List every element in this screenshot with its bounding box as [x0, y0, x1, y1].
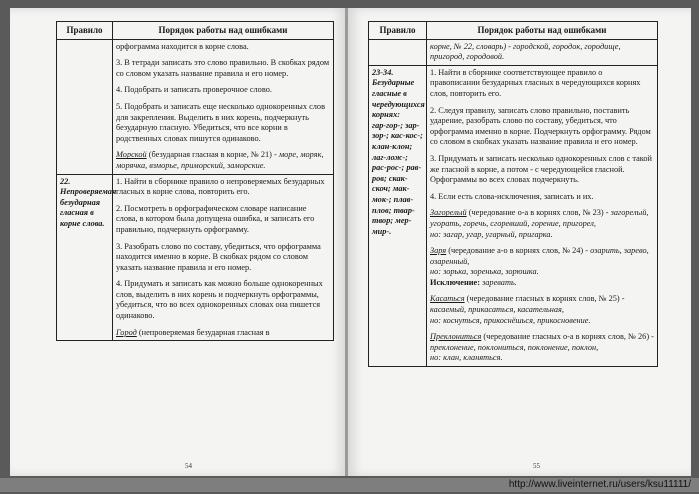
procedure-cell	[427, 39, 658, 65]
example-but: но: клан, кланяться.	[430, 353, 503, 363]
procedure-step: 2. Посмотреть в орфографическом словаре написание слова, в котором была допущена ошибка, и записать его правильно, подчеркнуть орфограмму.	[116, 203, 315, 234]
exception-label: Исключение:	[430, 277, 480, 287]
right-page	[348, 8, 691, 476]
header-rule: Правило	[369, 22, 427, 40]
rule-number: 22.	[60, 176, 71, 186]
example	[430, 208, 654, 240]
example-but: но: зорька, зоренька, зорюшка.	[430, 267, 539, 277]
table-row	[57, 174, 334, 341]
table-row	[369, 65, 658, 366]
example-words: загорелый, угорать, горечь, сгоревший, горение, пригорел,	[430, 208, 649, 228]
left-rules-table	[56, 21, 334, 341]
procedure-step: 3. В тетради записать это слово правильно. В скобках рядом со словом указать название правила и его номер.	[116, 58, 330, 78]
rule-cell-22	[57, 174, 117, 341]
procedure-step: 5. Подобрать и записать еще несколько однокоренных слов для закрепления. Выделить в них корень, подчеркнуть безударную гласную. Убедиться, что все корни в родственных словах пишутся одинаково.	[116, 101, 325, 143]
procedure-step: 4. Подобрать и записать проверочное слово.	[116, 85, 272, 95]
procedure-step: орфограмма находится в корне слова.	[116, 41, 249, 51]
example	[430, 246, 654, 288]
right-rules-table	[368, 21, 658, 367]
example-word: Заря	[430, 246, 447, 256]
rule-cell-23-34	[369, 65, 427, 366]
example-word: Преклониться	[430, 332, 482, 342]
example-word: Город	[116, 327, 137, 337]
example-word: Загорелый	[430, 208, 467, 218]
example-words: касаемый, прикасаться, касательная,	[430, 305, 564, 315]
watermark-url: http://www.liveinternet.ru/users/ksu11111/	[0, 478, 699, 492]
procedure-cell	[113, 39, 334, 174]
example-words: море, моряк, морячка, взморье, приморский, заморские.	[116, 150, 324, 170]
procedure-step: 3. Придумать и записать несколько однокоренных слов с такой же гласной в корне, а потом - с чередующейся гласной. Орфограммы во всех словах подчеркнуть.	[430, 153, 652, 185]
rule-roots: гар-гор-; зар-зор-; кас-кос-; клан-клон; лаг-лож-; рас-рос-; рав-ров; скак-скоч; мак-мок-; плав-плов; твар-твор; мер-мир-.	[372, 120, 423, 236]
table-row	[369, 39, 658, 65]
procedure-step: 1. Найти в сборнике правило о непроверяемых безударных гласных в корне слова, повторить его.	[116, 176, 325, 197]
page-number: 54	[185, 462, 192, 470]
table-row	[57, 39, 334, 174]
exception-word: заревать.	[482, 277, 517, 287]
rule-name: Непроверяемая безударная гласная в корне слова.	[60, 187, 117, 228]
example-note: (чередование гласных о-а в корнях слов, № 26) -	[481, 332, 654, 342]
example-words: озарить, зарево, озаренный,	[430, 246, 649, 266]
continued-line: корне, № 22, словарь) - городской, городок, городище, пригород, городовой.	[430, 41, 621, 62]
example-words: преклонение, поклониться, поклонение, поклон,	[430, 342, 599, 352]
procedure-cell	[427, 65, 658, 366]
example-word: Морской	[116, 150, 147, 160]
example	[430, 294, 654, 326]
example	[116, 328, 330, 339]
example	[116, 150, 330, 171]
example	[430, 332, 654, 364]
procedure-step: 2. Следуя правилу, записать слово правильно, поставить ударение, разобрать слово по составу, убедиться, что орфограмма именно в корне. Подчеркнуть орфограмму. Рядом со словом в скобках указать название правила и его номер.	[430, 105, 651, 147]
example-note: (чередование а-о в корнях слов, № 24) -	[446, 246, 589, 256]
rule-name: Безударные гласные в чередующихся корнях:	[372, 78, 425, 120]
rule-number: 23-34.	[372, 67, 394, 77]
table-header-row	[57, 22, 334, 40]
header-rule: Правило	[57, 22, 113, 40]
table-header-row	[369, 22, 658, 40]
example-but: но: загар, угар, угарный, пригарка.	[430, 229, 553, 239]
procedure-step: 3. Разобрать слово по составу, убедиться, что орфограмма находится именно в корне. В скобках рядом со словом указать название правила и его номер.	[116, 241, 321, 272]
example-note: (безударная гласная в корне, № 21) -	[146, 150, 277, 160]
example-word: Касаться	[430, 294, 465, 304]
procedure-cell	[113, 174, 334, 341]
page-number: 55	[533, 462, 540, 470]
example-note: (чередование о-а в корнях слов, № 23) -	[466, 208, 609, 218]
rule-cell-empty	[369, 39, 427, 65]
procedure-step: 1. Найти в сборнике соответствующее правило о правописании безударных гласных в чередующихся корнях слов, повторить его.	[430, 67, 641, 98]
header-procedure: Порядок работы над ошибками	[113, 22, 334, 40]
header-procedure: Порядок работы над ошибками	[427, 22, 658, 40]
example-note: (чередование гласных в корнях слов, № 25) -	[464, 294, 625, 304]
example-note: (непроверяемая безударная гласная в	[136, 327, 270, 337]
rule-cell-empty	[57, 39, 113, 174]
procedure-step: 4. Если есть слова-исключения, записать и их.	[430, 191, 594, 201]
left-margin	[10, 21, 55, 441]
left-page	[10, 8, 346, 476]
procedure-step: 4. Придумать и записать как можно больше однокоренных слов, выделить в них корень и подчеркнуть орфограммы, убедиться, что во всех однокоренных словах она пишется одинаково.	[116, 279, 323, 321]
example-but: но: коснуться, прикоснёшься, прикосновение.	[430, 315, 591, 325]
